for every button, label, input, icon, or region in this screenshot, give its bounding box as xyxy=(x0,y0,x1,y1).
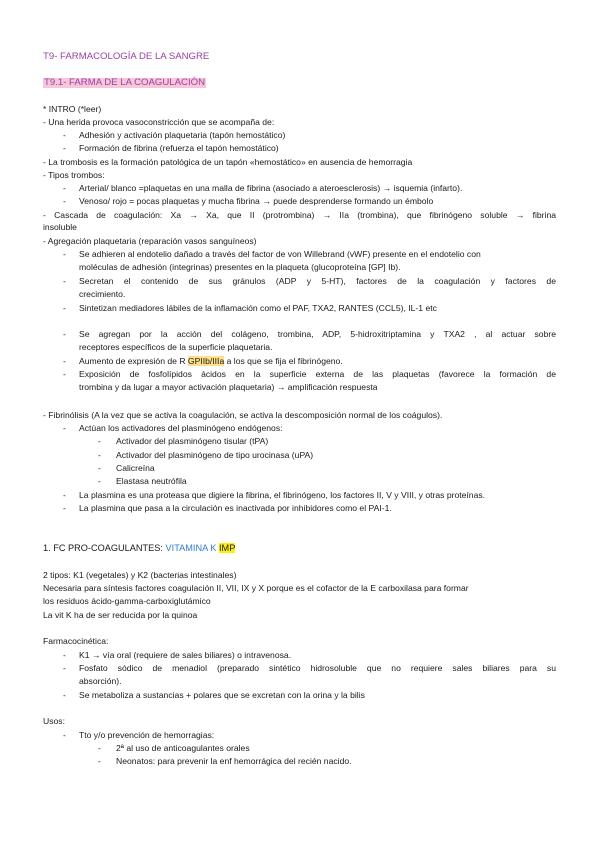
bullet-dash: - xyxy=(63,303,66,313)
list-item xyxy=(79,356,343,366)
list-item: Adhesión y activación plaquetaria (tapón hemostático) xyxy=(79,130,286,140)
justified-text: - Cascada de coagulación: Xa → Xa, que II (protrombina) → IIa (trombina), que fibrinógeno soluble → fibrina xyxy=(43,210,556,220)
justified-text: Secretan el contenido de sus gránulos (ADP y 5-HT), factores de la coagulación y factores de xyxy=(79,276,556,286)
bullet-dash: - xyxy=(63,276,66,286)
bullet-dash: - xyxy=(63,730,66,740)
bullet-dash: - xyxy=(63,663,66,673)
bullet-dash: - xyxy=(98,743,101,753)
intro-heading: * INTRO (*leer) xyxy=(43,104,102,114)
list-item-cont: absorción). xyxy=(79,676,122,686)
list-item-cont: trombina y da lugar a mayor activación plaquetaria) → amplificación respuesta xyxy=(79,382,378,392)
paragraph-line: Necesaria para síntesis factores coagulación II, VII, IX y X porque es el cofactor de la E carboxilasa para formar xyxy=(43,583,469,593)
list-item xyxy=(79,329,556,339)
bullet-dash: - xyxy=(63,329,66,339)
intro-line: - Fibrinólisis (A la vez que se activa la coagulación, se activa la descomposición normal de los coágulos). xyxy=(43,410,443,420)
list-item: Sintetizan mediadores lábiles de la inflamación como el PAF, TXA2, RANTES (CCL5), IL-1 etc xyxy=(79,303,437,313)
list-item xyxy=(79,276,556,286)
bullet-dash: - xyxy=(63,650,66,660)
text-segment: a los que se fija el fibrinógeno. xyxy=(224,356,343,366)
justified-text: Fosfato sódico de menadiol (preparado sintético hidrosoluble que no requiere sales biliares para su xyxy=(79,663,556,673)
intro-line: - La trombosis es la formación patológica de un tapón «hemostático» en ausencia de hemorragia xyxy=(43,157,413,167)
justified-text: Se agregan por la acción del colágeno, trombina, ADP, 5-hidroxitriptamina y TXA2 , al actuar sobre xyxy=(79,329,556,339)
intro-line: insoluble xyxy=(43,222,77,232)
text-segment: Aumento de expresión de R xyxy=(79,356,188,366)
list-item xyxy=(79,369,556,379)
intro-line: - Tipos trombos: xyxy=(43,170,105,180)
paragraph-line: 2 tipos: K1 (vegetales) y K2 (bacterias intestinales) xyxy=(43,570,237,580)
list-item: Venoso/ rojo = pocas plaquetas y mucha fibrina → puede desprenderse formando un émbolo xyxy=(79,196,434,206)
heading-keyword: VITAMINA K xyxy=(165,543,217,553)
subheading: Usos: xyxy=(43,716,65,726)
list-item: La plasmina que pasa a la circulación es inactivada por inhibidores como el PAI-1. xyxy=(79,503,392,513)
bullet-dash: - xyxy=(63,423,66,433)
bullet-dash: - xyxy=(98,463,101,473)
bullet-dash: - xyxy=(63,690,66,700)
document-title: T9- FARMACOLOGÍA DE LA SANGRE xyxy=(43,51,210,62)
importance-tag: IMP xyxy=(218,543,236,553)
list-item-cont: receptores específicos de la superficie plaquetaria. xyxy=(79,342,273,352)
list-item: Arterial/ blanco =plaquetas en una malla de fibrina (asociado a ateroesclerosis) → isquemia (infarto). xyxy=(79,183,463,193)
sub-list-item: Calicreína xyxy=(116,463,155,473)
bullet-dash: - xyxy=(63,130,66,140)
bullet-dash: - xyxy=(63,183,66,193)
section-heading xyxy=(43,543,235,553)
bullet-dash: - xyxy=(98,450,101,460)
bullet-dash: - xyxy=(98,476,101,486)
bullet-dash: - xyxy=(63,196,66,206)
list-item xyxy=(79,663,556,673)
bullet-dash: - xyxy=(98,436,101,446)
section-title: T9.1- FARMA DE LA COAGULACIÓN xyxy=(44,77,206,88)
list-item: K1 → vía oral (requiere de sales biliares) o intravenosa. xyxy=(79,650,292,660)
bullet-dash: - xyxy=(63,143,66,153)
justified-text: Exposición de fosfolípidos ácidos en la superficie externa de las plaquetas (favorece la formación de xyxy=(79,369,556,379)
intro-line: - Una herida provoca vasoconstricción que se acompaña de: xyxy=(43,117,275,127)
subheading: Farmacocinética: xyxy=(43,636,109,646)
list-item: Se adhieren al endotelio dañado a través del factor de von Willebrand (vWF) presente en el endotelio con xyxy=(79,249,481,259)
list-item-cont: moléculas de adhesión (integrinas) presentes en la plaqueta (glucoproteína [GP] Ib). xyxy=(79,262,401,272)
bullet-dash: - xyxy=(63,490,66,500)
sub-list-item: 2ª al uso de anticoagulantes orales xyxy=(116,743,250,753)
sub-list-item: Elastasa neutrófila xyxy=(116,476,187,486)
list-item: Tto y/o prevención de hemorragias: xyxy=(79,730,215,740)
bullet-dash: - xyxy=(63,503,66,513)
paragraph-line: los residuos ácido-gamma-carboxiglutámico xyxy=(43,596,211,606)
list-item: Actúan los activadores del plasminógeno endógenos: xyxy=(79,423,283,433)
list-item: La plasmina es una proteasa que digiere la fibrina, el fibrinógeno, los factores II, V y VIII, y otras proteínas. xyxy=(79,490,486,500)
intro-line xyxy=(43,210,556,220)
bullet-dash: - xyxy=(63,249,66,259)
bullet-dash: - xyxy=(63,356,66,366)
paragraph-line: La vit K ha de ser reducida por la quinoa xyxy=(43,610,198,620)
sub-list-item: Neonatos: para prevenir la enf hemorrágica del recién nacido. xyxy=(116,756,352,766)
list-item: Se metaboliza a sustancias + polares que se excretan con la orina y la bilis xyxy=(79,690,365,700)
intro-line: - Agregación plaquetaria (reparación vasos sanguíneos) xyxy=(43,236,257,246)
list-item: Formación de fibrina (refuerza el tapón hemostático) xyxy=(79,143,279,153)
sub-list-item: Activador del plasminógeno de tipo urocinasa (uPA) xyxy=(116,450,314,460)
sub-list-item: Activador del plasminógeno tisular (tPA) xyxy=(116,436,269,446)
bullet-dash: - xyxy=(98,756,101,766)
bullet-dash: - xyxy=(63,369,66,379)
highlighted-term: GPIIb/IIIa xyxy=(187,356,225,366)
heading-text: 1. FC PRO-COAGULANTES: xyxy=(43,543,166,553)
list-item-cont: crecimiento. xyxy=(79,289,126,299)
